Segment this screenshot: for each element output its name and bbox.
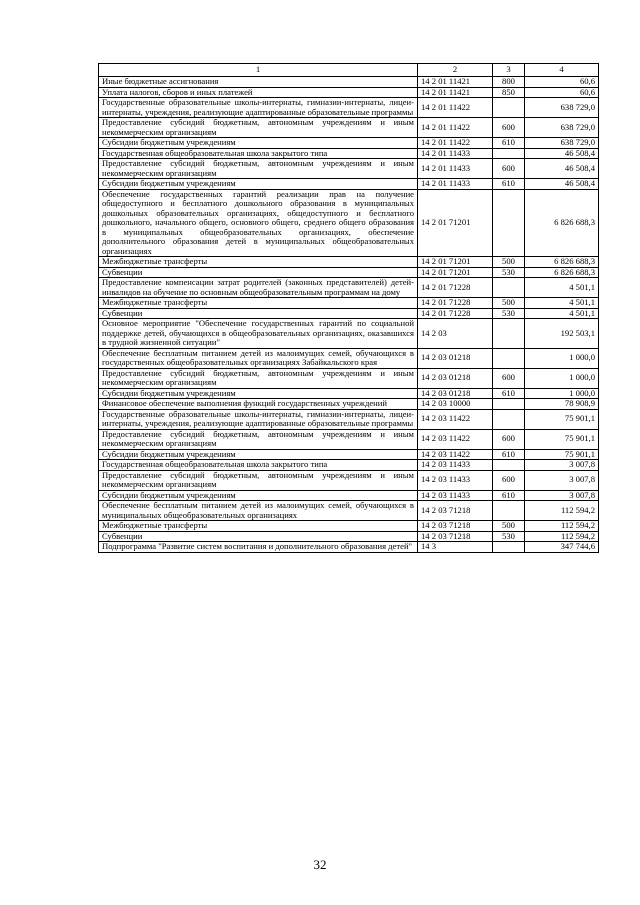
table-row [99, 148, 599, 159]
row-kind-cell [493, 278, 525, 298]
row-amount-cell: 112 594,2 [525, 521, 599, 532]
table-row [99, 470, 599, 490]
table-row [99, 118, 599, 138]
row-kind-cell: 600 [493, 368, 525, 388]
row-amount-cell: 60,6 [525, 87, 599, 98]
row-name-cell: Субсидии бюджетным учреждениям [99, 490, 418, 501]
row-amount-cell: 46 508,4 [525, 159, 599, 179]
row-kind-cell [493, 319, 525, 349]
row-name-cell: Государственные образовательные школы-интернаты, гимназии-интернаты, лицеи-интернаты, учреждения, реализующие адаптированные образовательные программы [99, 98, 418, 118]
row-amount-cell: 347 744,6 [525, 542, 599, 553]
row-code-cell: 14 2 01 11433 [418, 148, 493, 159]
row-amount-cell: 6 826 688,3 [525, 257, 599, 268]
row-amount-cell: 6 826 688,3 [525, 267, 599, 278]
column-header: 4 [525, 64, 599, 77]
row-kind-cell: 600 [493, 429, 525, 449]
row-amount-cell: 75 901,1 [525, 409, 599, 429]
row-amount-cell: 638 729,0 [525, 138, 599, 149]
row-code-cell: 14 2 03 10000 [418, 399, 493, 410]
column-header: 2 [418, 64, 493, 77]
row-kind-cell: 500 [493, 257, 525, 268]
row-code-cell: 14 2 01 71201 [418, 257, 493, 268]
row-amount-cell: 46 508,4 [525, 179, 599, 190]
row-code-cell: 14 2 03 11422 [418, 409, 493, 429]
row-code-cell: 14 2 03 11433 [418, 470, 493, 490]
table-row [99, 348, 599, 368]
row-name-cell: Обеспечение бесплатным питанием детей из малоимущих семей, обучающихся в муниципальных общеобразовательных организациях [99, 501, 418, 521]
row-amount-cell: 638 729,0 [525, 98, 599, 118]
row-code-cell: 14 2 01 71201 [418, 189, 493, 257]
table-row [99, 257, 599, 268]
row-name-cell: Предоставление субсидий бюджетным, автономным учреждениям и иным некоммерческим организациям [99, 118, 418, 138]
row-kind-cell: 610 [493, 490, 525, 501]
table-row [99, 368, 599, 388]
row-amount-cell: 1 000,0 [525, 388, 599, 399]
row-code-cell: 14 2 01 11422 [418, 138, 493, 149]
table-row [99, 159, 599, 179]
row-name-cell: Субвенции [99, 267, 418, 278]
row-code-cell: 14 2 03 [418, 319, 493, 349]
row-kind-cell: 500 [493, 298, 525, 309]
row-name-cell: Субвенции [99, 308, 418, 319]
row-kind-cell [493, 460, 525, 471]
row-name-cell: Предоставление компенсации затрат родителей (законных представителей) детей-инвалидов на обучение по основным общеобразовательным программам на дому [99, 278, 418, 298]
table-row [99, 542, 599, 553]
row-kind-cell: 610 [493, 179, 525, 190]
row-kind-cell: 600 [493, 470, 525, 490]
table-row [99, 267, 599, 278]
row-code-cell: 14 2 01 11422 [418, 118, 493, 138]
row-code-cell: 14 2 03 11433 [418, 460, 493, 471]
row-amount-cell: 75 901,1 [525, 449, 599, 460]
row-kind-cell: 530 [493, 308, 525, 319]
row-name-cell: Субсидии бюджетным учреждениям [99, 388, 418, 399]
row-name-cell: Предоставление субсидий бюджетным, автономным учреждениям и иным некоммерческим организациям [99, 429, 418, 449]
table-row [99, 138, 599, 149]
table-row [99, 399, 599, 410]
row-amount-cell: 3 007,8 [525, 460, 599, 471]
row-code-cell: 14 2 01 11422 [418, 98, 493, 118]
row-code-cell: 14 2 03 71218 [418, 501, 493, 521]
row-amount-cell: 112 594,2 [525, 501, 599, 521]
row-name-cell: Предоставление субсидий бюджетным, автономным учреждениям и иным некоммерческим организациям [99, 368, 418, 388]
row-code-cell: 14 2 03 71218 [418, 521, 493, 532]
row-kind-cell [493, 148, 525, 159]
table-row [99, 521, 599, 532]
row-kind-cell: 610 [493, 388, 525, 399]
row-kind-cell: 530 [493, 531, 525, 542]
table-row [99, 429, 599, 449]
row-name-cell: Обеспечение бесплатным питанием детей из малоимущих семей, обучающихся в государственных общеобразовательных организациях Забайкальского края [99, 348, 418, 368]
row-code-cell: 14 2 03 11422 [418, 449, 493, 460]
row-amount-cell: 3 007,8 [525, 470, 599, 490]
row-code-cell: 14 2 03 01218 [418, 348, 493, 368]
row-kind-cell: 600 [493, 118, 525, 138]
row-kind-cell: 500 [493, 521, 525, 532]
table-row [99, 308, 599, 319]
row-name-cell: Предоставление субсидий бюджетным, автономным учреждениям и иным некоммерческим организациям [99, 159, 418, 179]
table-row [99, 77, 599, 88]
row-name-cell: Предоставление субсидий бюджетным, автономным учреждениям и иным некоммерческим организациям [99, 470, 418, 490]
row-code-cell: 14 2 03 01218 [418, 368, 493, 388]
row-code-cell: 14 3 [418, 542, 493, 553]
table-row [99, 87, 599, 98]
row-amount-cell: 4 501,1 [525, 308, 599, 319]
row-name-cell: Финансовое обеспечение выполнения функций государственных учреждений [99, 399, 418, 410]
row-name-cell: Субсидии бюджетным учреждениям [99, 179, 418, 190]
row-kind-cell: 530 [493, 267, 525, 278]
table-row [99, 388, 599, 399]
row-name-cell: Межбюджетные трансферты [99, 521, 418, 532]
table-row [99, 409, 599, 429]
row-code-cell: 14 2 03 01218 [418, 388, 493, 399]
row-name-cell: Государственная общеобразовательная школа закрытого типа [99, 148, 418, 159]
table-row [99, 501, 599, 521]
table-row [99, 298, 599, 309]
row-kind-cell [493, 189, 525, 257]
row-code-cell: 14 2 01 71228 [418, 308, 493, 319]
row-kind-cell: 800 [493, 77, 525, 88]
table-row [99, 531, 599, 542]
row-name-cell: Государственные образовательные школы-интернаты, гимназии-интернаты, лицеи-интернаты, учреждения, реализующие адаптированные образовательные программы [99, 409, 418, 429]
row-amount-cell: 46 508,4 [525, 148, 599, 159]
table-row [99, 98, 599, 118]
row-code-cell: 14 2 03 71218 [418, 531, 493, 542]
row-kind-cell [493, 98, 525, 118]
row-kind-cell [493, 399, 525, 410]
table-body [99, 77, 599, 553]
table-row [99, 490, 599, 501]
row-name-cell: Субвенции [99, 531, 418, 542]
column-header: 3 [493, 64, 525, 77]
row-code-cell: 14 2 01 11433 [418, 159, 493, 179]
table-row [99, 189, 599, 257]
row-name-cell: Подпрограмма "Развитие систем воспитания и дополнительного образования детей" [99, 542, 418, 553]
row-amount-cell: 4 501,1 [525, 298, 599, 309]
row-amount-cell: 75 901,1 [525, 429, 599, 449]
row-kind-cell: 610 [493, 138, 525, 149]
row-amount-cell: 1 000,0 [525, 348, 599, 368]
row-amount-cell: 4 501,1 [525, 278, 599, 298]
table-row [99, 449, 599, 460]
table-header-row [99, 64, 599, 77]
row-code-cell: 14 2 03 11422 [418, 429, 493, 449]
row-amount-cell: 6 826 688,3 [525, 189, 599, 257]
row-kind-cell: 600 [493, 159, 525, 179]
row-kind-cell [493, 348, 525, 368]
row-code-cell: 14 2 01 11433 [418, 179, 493, 190]
row-name-cell: Уплата налогов, сборов и иных платежей [99, 87, 418, 98]
row-code-cell: 14 2 01 11421 [418, 77, 493, 88]
row-amount-cell: 112 594,2 [525, 531, 599, 542]
table-row [99, 319, 599, 349]
row-code-cell: 14 2 01 71201 [418, 267, 493, 278]
budget-allocation-table [98, 63, 599, 553]
row-amount-cell: 638 729,0 [525, 118, 599, 138]
row-kind-cell: 610 [493, 449, 525, 460]
row-kind-cell [493, 542, 525, 553]
row-code-cell: 14 2 01 11421 [418, 87, 493, 98]
row-amount-cell: 3 007,8 [525, 490, 599, 501]
row-code-cell: 14 2 03 11433 [418, 490, 493, 501]
row-amount-cell: 60,6 [525, 77, 599, 88]
row-name-cell: Государственная общеобразовательная школа закрытого типа [99, 460, 418, 471]
row-name-cell: Иные бюджетные ассигнования [99, 77, 418, 88]
row-amount-cell: 192 503,1 [525, 319, 599, 349]
table-row [99, 460, 599, 471]
row-code-cell: 14 2 01 71228 [418, 298, 493, 309]
page-number: 32 [313, 857, 327, 872]
row-amount-cell: 78 908,9 [525, 399, 599, 410]
row-amount-cell: 1 000,0 [525, 368, 599, 388]
row-kind-cell [493, 501, 525, 521]
row-name-cell: Субсидии бюджетным учреждениям [99, 449, 418, 460]
row-name-cell: Субсидии бюджетным учреждениям [99, 138, 418, 149]
row-name-cell: Межбюджетные трансферты [99, 298, 418, 309]
row-kind-cell [493, 409, 525, 429]
row-name-cell: Основное мероприятие "Обеспечение государственных гарантий по социальной поддержке детей, обучающихся в общеобразовательных организациях, оказавшихся в трудной жизненной ситуации" [99, 319, 418, 349]
row-code-cell: 14 2 01 71228 [418, 278, 493, 298]
table-row [99, 179, 599, 190]
row-kind-cell: 850 [493, 87, 525, 98]
table-row [99, 278, 599, 298]
row-name-cell: Обеспечение государственных гарантий реализации прав на получение общедоступного и бесплатного дошкольного образования в муниципальных дошкольных образовательных организациях, общедоступного и бесплатного дошкольного, начального общего, основного общего, среднего общего образования в муниципальных общеобразовательных организациях, обеспечение дополнительного образования детей в муниципальных общеобразовательных организациях [99, 189, 418, 257]
row-name-cell: Межбюджетные трансферты [99, 257, 418, 268]
column-header: 1 [99, 64, 418, 77]
